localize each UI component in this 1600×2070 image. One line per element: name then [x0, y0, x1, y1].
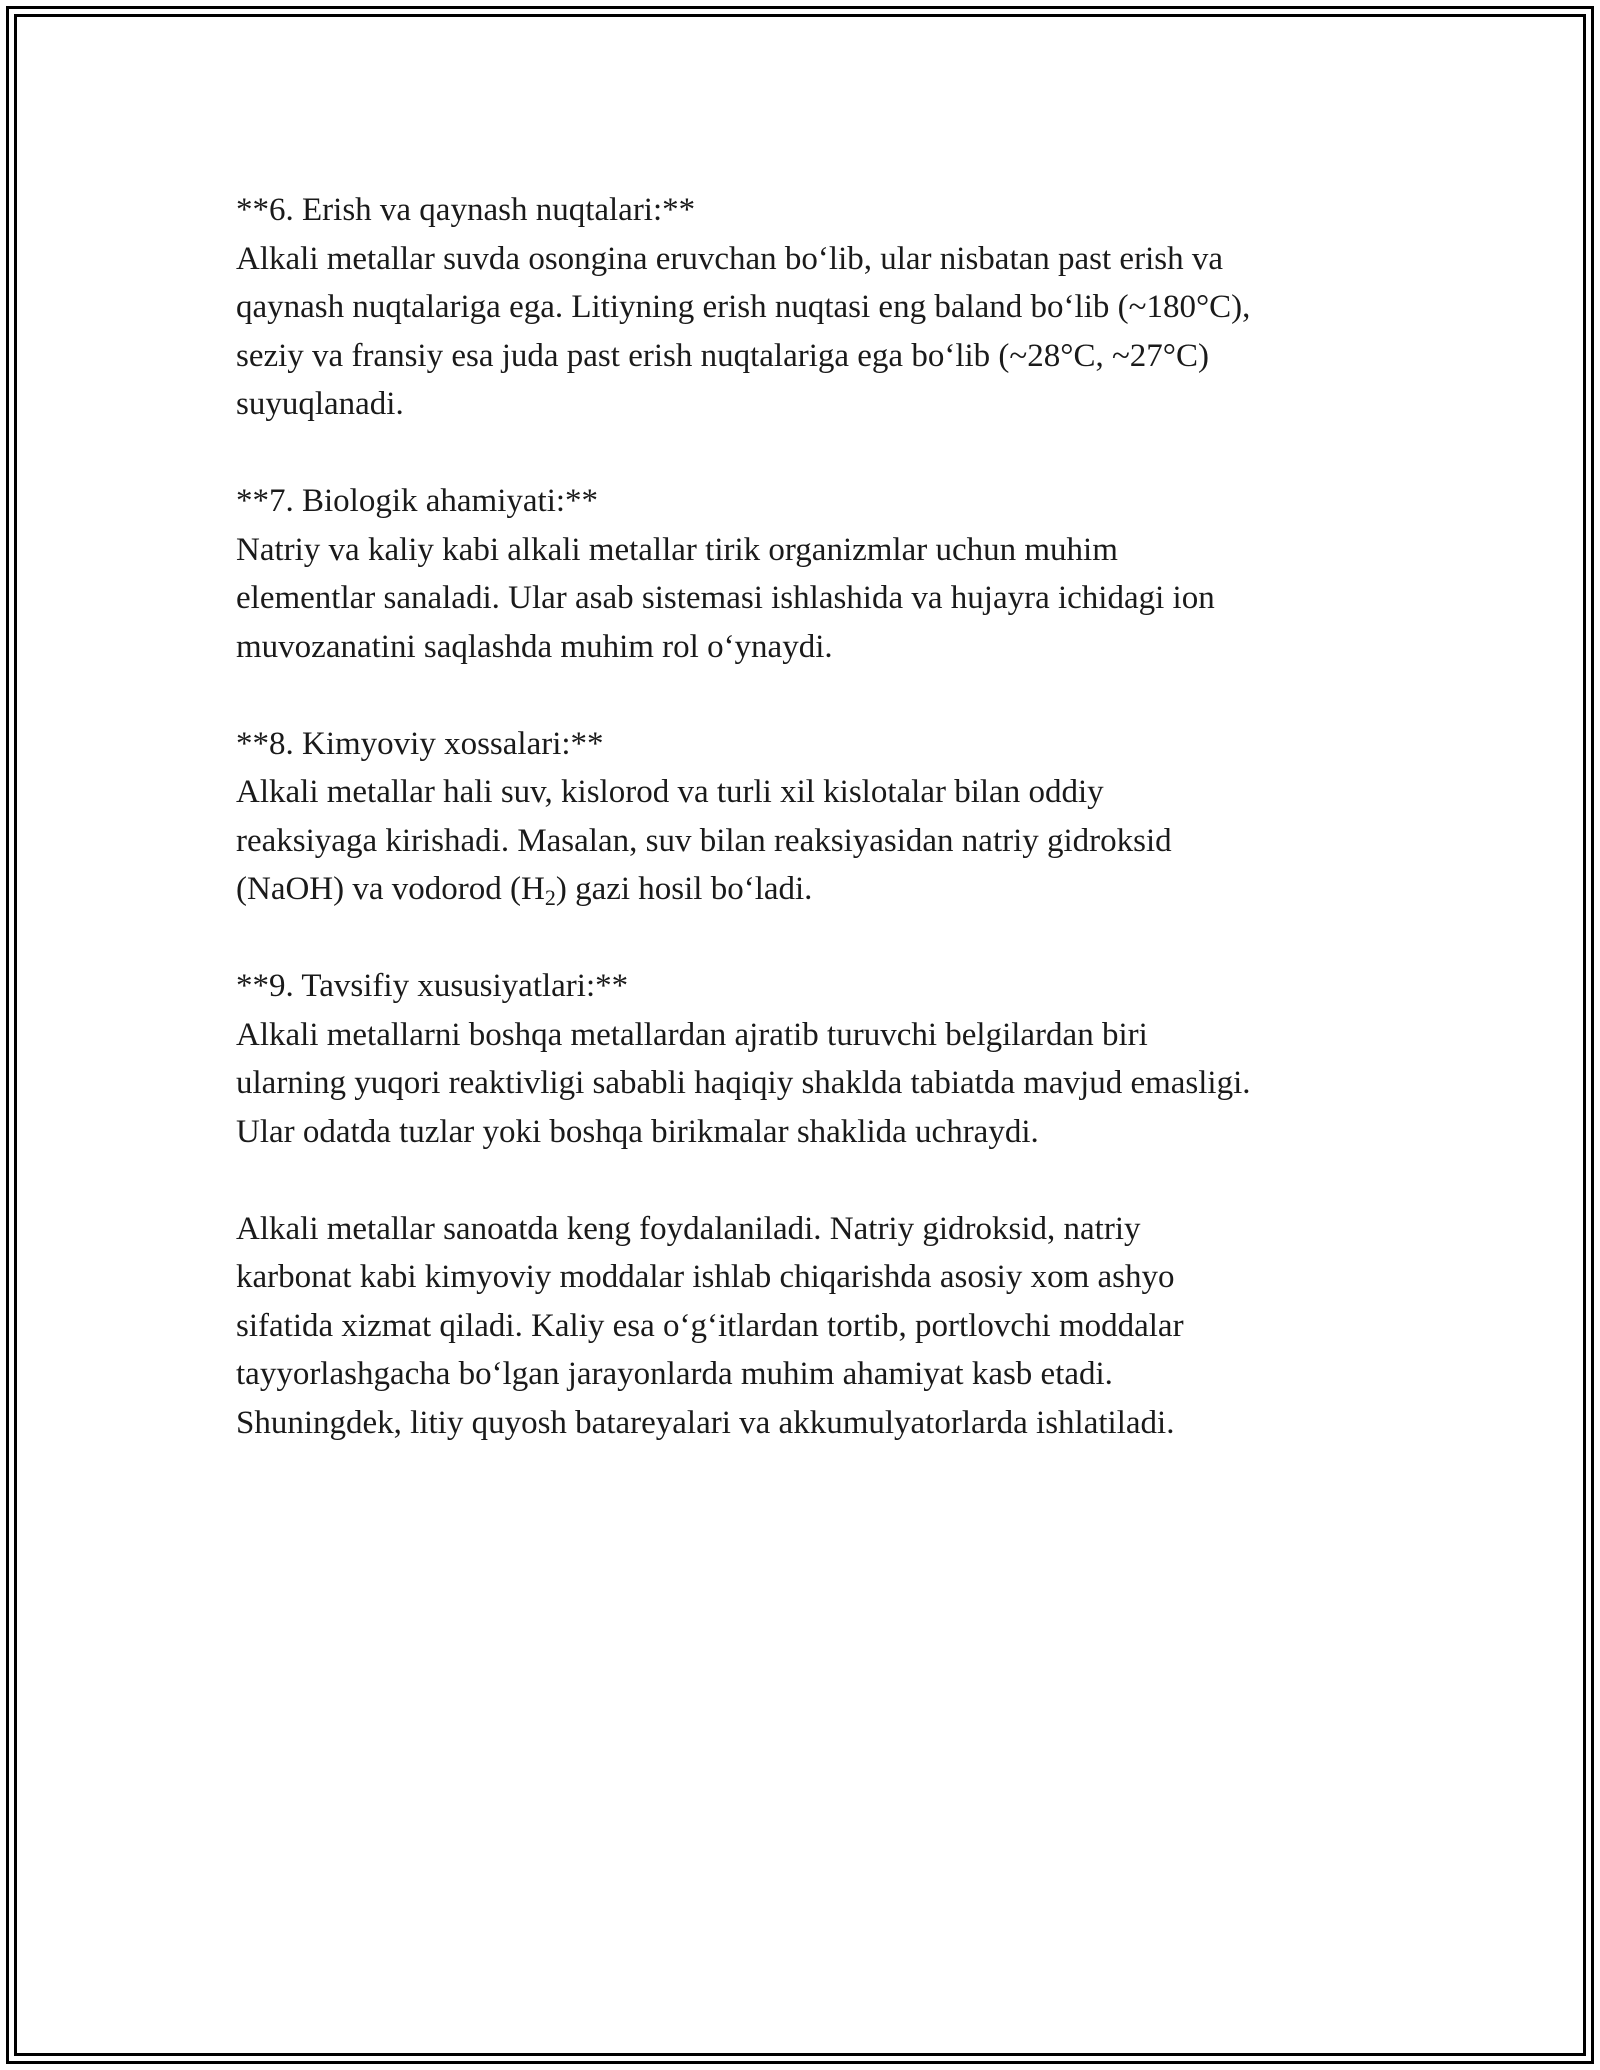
- formula-text-before: (NaOH) va vodorod (H: [236, 871, 545, 907]
- section-heading: **7. Biologik ahamiyati:**: [236, 483, 599, 519]
- section-melting-boiling-points: [236, 186, 1396, 429]
- section-heading: **8. Kimyoviy xossalari:**: [236, 725, 604, 762]
- paragraph-line: Alkali metallarni boshqa metallardan ajratib turuvchi belgilardan biri: [236, 1016, 1148, 1053]
- paragraph-line: qaynash nuqtalariga ega. Litiyning erish nuqtasi eng baland bo‘lib (~180°C),: [236, 289, 1251, 325]
- document-body: [236, 186, 1396, 1496]
- paragraph-line: elementlar sanaladi. Ular asab sistemasi ishlashida va hujayra ichidagi ion: [236, 580, 1215, 616]
- paragraph-line: karbonat kabi kimyoviy moddalar ishlab chiqarishda asosiy xom ashyo: [236, 1259, 1175, 1295]
- section-paragraph: [236, 1205, 1396, 1448]
- formula-text-after: ) gazi hosil bo‘ladi.: [555, 871, 813, 907]
- paragraph-line: seziy va fransiy esa juda past erish nuqtalariga ega bo‘lib (~28°C, ~27°C): [236, 337, 1210, 374]
- formula-subscript: 2: [544, 885, 556, 910]
- paragraph-line: tayyorlashgacha bo‘lgan jarayonlarda muhim ahamiyat kasb etadi.: [236, 1356, 1113, 1392]
- paragraph-line: Shuningdek, litiy quyosh batareyalari va akkumulyatorlarda ishlatiladi.: [236, 1404, 1175, 1441]
- closing-paragraph: [236, 1205, 1396, 1448]
- section-paragraph: [236, 235, 1396, 429]
- section-chemical-properties: [236, 720, 1396, 914]
- section-heading: **6. Erish va qaynash nuqtalari:**: [236, 192, 696, 228]
- formula-line: [236, 865, 1396, 914]
- paragraph-line: Alkali metallar sanoatda keng foydalaniladi. Natriy gidroksid, natriy: [236, 1210, 1141, 1247]
- paragraph-line: reaksiyaga kirishadi. Masalan, suv bilan reaksiyasidan natriy gidroksid: [236, 822, 1172, 859]
- paragraph-line: Alkali metallar hali suv, kislorod va turli xil kislotalar bilan oddiy: [236, 774, 1104, 810]
- paragraph-line: Ular odatda tuzlar yoki boshqa birikmalar shaklida uchraydi.: [236, 1113, 1039, 1150]
- paragraph-line: muvozanatini saqlashda muhim rol o‘ynaydi.: [236, 628, 833, 665]
- paragraph-line: Alkali metallar suvda osongina eruvchan bo‘lib, ular nisbatan past erish va: [236, 240, 1223, 277]
- paragraph-line: suyuqlanadi.: [236, 386, 404, 422]
- paragraph-line: sifatida xizmat qiladi. Kaliy esa o‘g‘itlardan tortib, portlovchi moddalar: [236, 1307, 1184, 1344]
- section-heading: **9. Tavsifiy xususiyatlari:**: [236, 968, 629, 1004]
- section-paragraph: [236, 526, 1396, 672]
- section-descriptive-features: [236, 962, 1396, 1156]
- paragraph-line: Natriy va kaliy kabi alkali metallar tirik organizmlar uchun muhim: [236, 531, 1118, 568]
- section-biological-importance: [236, 477, 1396, 671]
- section-paragraph: [236, 768, 1396, 914]
- paragraph-line: ularning yuqori reaktivligi sababli haqiqiy shaklda tabiatda mavjud emasligi.: [236, 1065, 1251, 1101]
- section-paragraph: [236, 1011, 1396, 1157]
